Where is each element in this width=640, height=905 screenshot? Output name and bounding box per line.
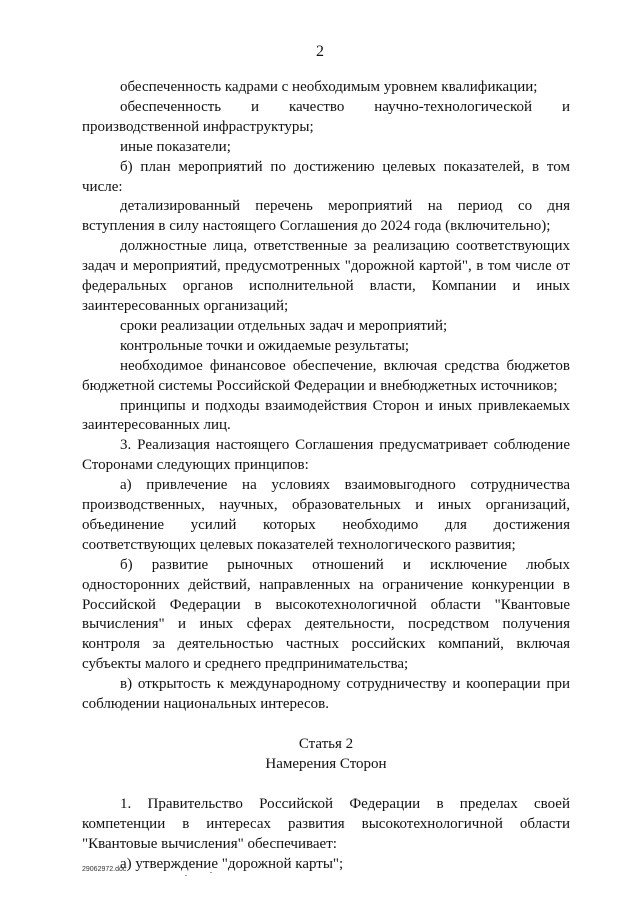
paragraph: а) привлечение на условиях взаимовыгодного сотрудничества производственных, научных, образовательных и иных организаций, объединение усилий которых необходимо для достижения соответствующих целевых показателей технологического развития;	[82, 477, 570, 553]
scan-speck	[210, 872, 212, 873]
document-body	[82, 78, 570, 874]
paragraph: контрольные точки и ожидаемые результаты;	[120, 337, 410, 354]
paragraph: сроки реализации отдельных задач и мероприятий;	[120, 317, 448, 334]
paragraph: 3. Реализация настоящего Соглашения предусматривает соблюдение Сторонами следующих принципов:	[82, 437, 570, 474]
article-number: Статья 2	[298, 736, 354, 752]
paragraph: в) открытость к международному сотрудничеству и кооперации при соблюдении национальных интересов.	[82, 676, 570, 713]
paragraph: иные показатели;	[120, 138, 231, 155]
paragraph: детализированный перечень мероприятий на период со дня вступления в силу настоящего Соглашения до 2024 года (включительно);	[82, 198, 570, 235]
paragraph: а) утверждение "дорожной карты";	[120, 855, 344, 872]
paragraph: принципы и подходы взаимодействия Сторон и иных привлекаемых заинтересованных лиц.	[82, 397, 570, 434]
paragraph: 1. Правительство Российской Федерации в пределах своей компетенции в интересах развития высокотехнологичной области "Квантовые вычисления" обеспечивает:	[82, 795, 570, 852]
paragraph: должностные лица, ответственные за реализацию соответствующих задач и мероприятий, предусмотренных "дорожной картой", в том числе от федеральных органов исполнительной власти, Компании и иных заинтересованных организаций;	[82, 238, 570, 314]
paragraph: б) развитие рыночных отношений и исключение любых односторонних действий, направленных на ограничение конкуренции в Российской Федерации в высокотехнологичной области "Квантовые вычисления" и иных сферах деятельности, посредством получения контроля за деятельностью частных российских компаний, включая субъекты малого и среднего предпринимательства;	[82, 556, 570, 673]
article-title: Намерения Сторон	[265, 755, 387, 772]
paragraph: необходимое финансовое обеспечение, включая средства бюджетов бюджетной системы Российской Федерации и внебюджетных источников;	[82, 357, 570, 394]
paragraph: обеспеченность и качество научно-технологической и производственной инфраструктуры;	[82, 98, 570, 135]
paragraph: обеспеченность кадрами с необходимым уровнем квалификации;	[120, 79, 538, 95]
footer-file-name: 29062972.doc	[82, 866, 127, 873]
page-number: 2	[316, 43, 324, 60]
paragraph: б) план мероприятий по достижению целевых показателей, в том числе:	[82, 158, 570, 195]
scan-speck	[185, 875, 187, 876]
